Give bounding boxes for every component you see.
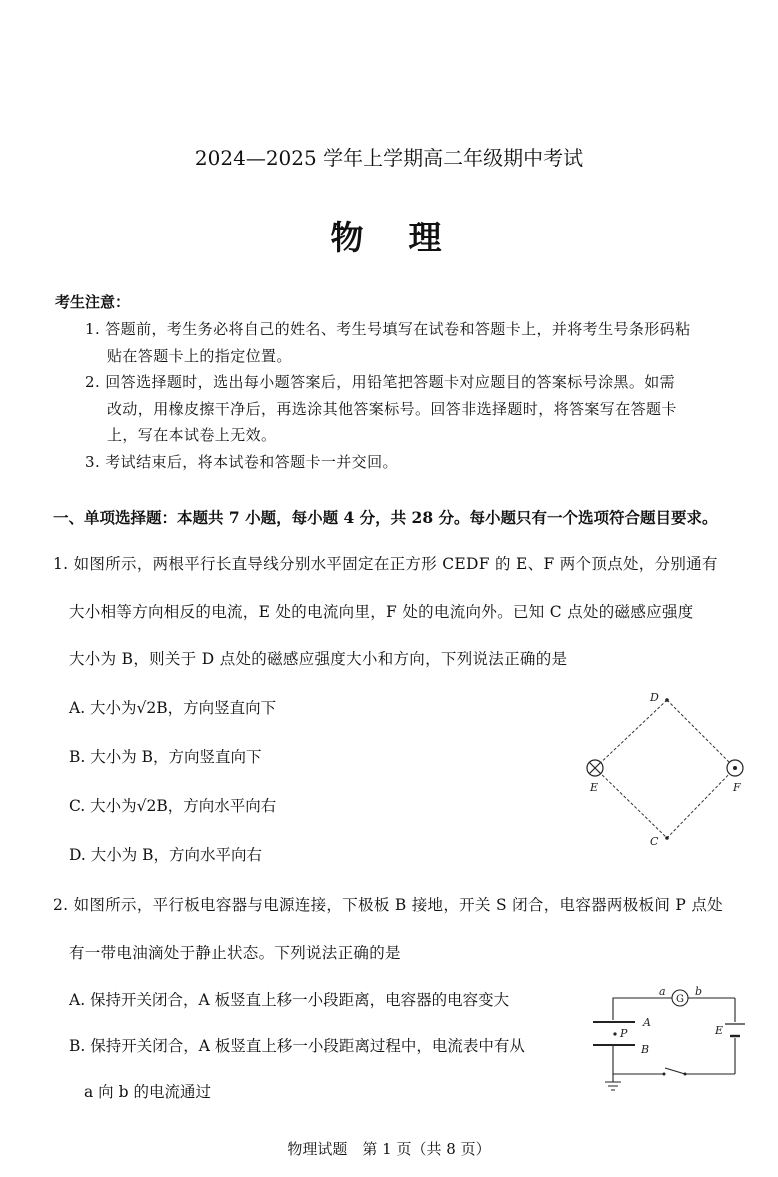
notice-heading: 考生注意：	[55, 293, 131, 311]
label-plate-b: B	[641, 1043, 650, 1056]
label-plate-a: A	[643, 1016, 651, 1029]
question-1-option-d: D. 大小为 B，方向水平向右	[69, 846, 263, 864]
label-p: P	[620, 1027, 628, 1040]
question-2-option-a: A. 保持开关闭合，A 板竖直上移一小段距离，电容器的电容变大	[69, 991, 510, 1009]
notice-line: 1. 答题前，考生务必将自己的姓名、考生号填写在试卷和答题卡上，并将考生号条形码粘	[85, 320, 691, 338]
wire-e-into-page-icon	[587, 760, 603, 776]
notice-line: 3. 考试结束后，将本试卷和答题卡一并交回。	[85, 453, 398, 471]
question-1-option-a: A. 大小为√2B，方向竖直向下	[69, 699, 277, 717]
question-2-stem-line: 2. 如图所示，平行板电容器与电源连接，下极板 B 接地，开关 S 闭合，电容器两极板间 P 点处	[53, 896, 723, 914]
label-emf: E	[715, 1024, 724, 1037]
label-g: G	[676, 994, 684, 1005]
switch-s-icon	[663, 1073, 666, 1076]
wire-f-out-of-page-icon	[727, 760, 743, 776]
label-e: E	[590, 781, 599, 794]
label-c: C	[650, 835, 659, 848]
page-footer: 物理试题 第 1 页（共 8 页）	[287, 1140, 491, 1158]
question-1-stem-line: 1. 如图所示，两根平行长直导线分别水平固定在正方形 CEDF 的 E、F 两个顶点处，分别通有	[53, 555, 718, 573]
question-2-option-b-continued: a 向 b 的电流通过	[84, 1083, 211, 1101]
ground-icon	[605, 1082, 621, 1090]
notice-line: 上，写在本试卷上无效。	[107, 426, 277, 444]
label-f: F	[733, 781, 741, 794]
oil-drop-p	[613, 1032, 616, 1035]
question-1-figure	[580, 688, 755, 853]
point-d	[665, 698, 669, 702]
subject-title: 物 理	[330, 218, 448, 257]
question-1-option-c: C. 大小为√2B，方向水平向右	[69, 797, 277, 815]
label-b-node: b	[695, 985, 703, 998]
section-heading: 一、单项选择题：本题共 7 小题，每小题 4 分，共 28 分。每小题只有一个选项符合题目要求。	[53, 508, 718, 527]
notice-line: 贴在答题卡上的指定位置。	[107, 347, 292, 365]
question-1-option-b: B. 大小为 B，方向竖直向下	[69, 748, 262, 766]
question-2-circuit-figure	[585, 982, 760, 1102]
question-2-option-b: B. 保持开关闭合，A 板竖直上移一小段距离过程中，电流表中有从	[69, 1037, 525, 1055]
exam-title: 2024—2025 学年上学期高二年级期中考试	[194, 146, 584, 170]
label-d: D	[650, 691, 659, 704]
question-1-stem-line: 大小为 B，则关于 D 点处的磁感应强度大小和方向，下列说法正确的是	[69, 650, 568, 668]
notice-line: 改动，用橡皮擦干净后，再选涂其他答案标号。回答非选择题时，将答案写在答题卡	[107, 400, 677, 418]
question-1-stem-line: 大小相等方向相反的电流，E 处的电流向里，F 处的电流向外。已知 C 点处的磁感应强度	[69, 603, 694, 621]
question-2-stem-line: 有一带电油滴处于静止状态。下列说法正确的是	[69, 944, 401, 962]
notice-line: 2. 回答选择题时，选出每小题答案后，用铅笔把答题卡对应题目的答案标号涂黑。如需	[85, 373, 676, 391]
label-a-node: a	[659, 985, 666, 998]
point-c	[665, 836, 669, 840]
